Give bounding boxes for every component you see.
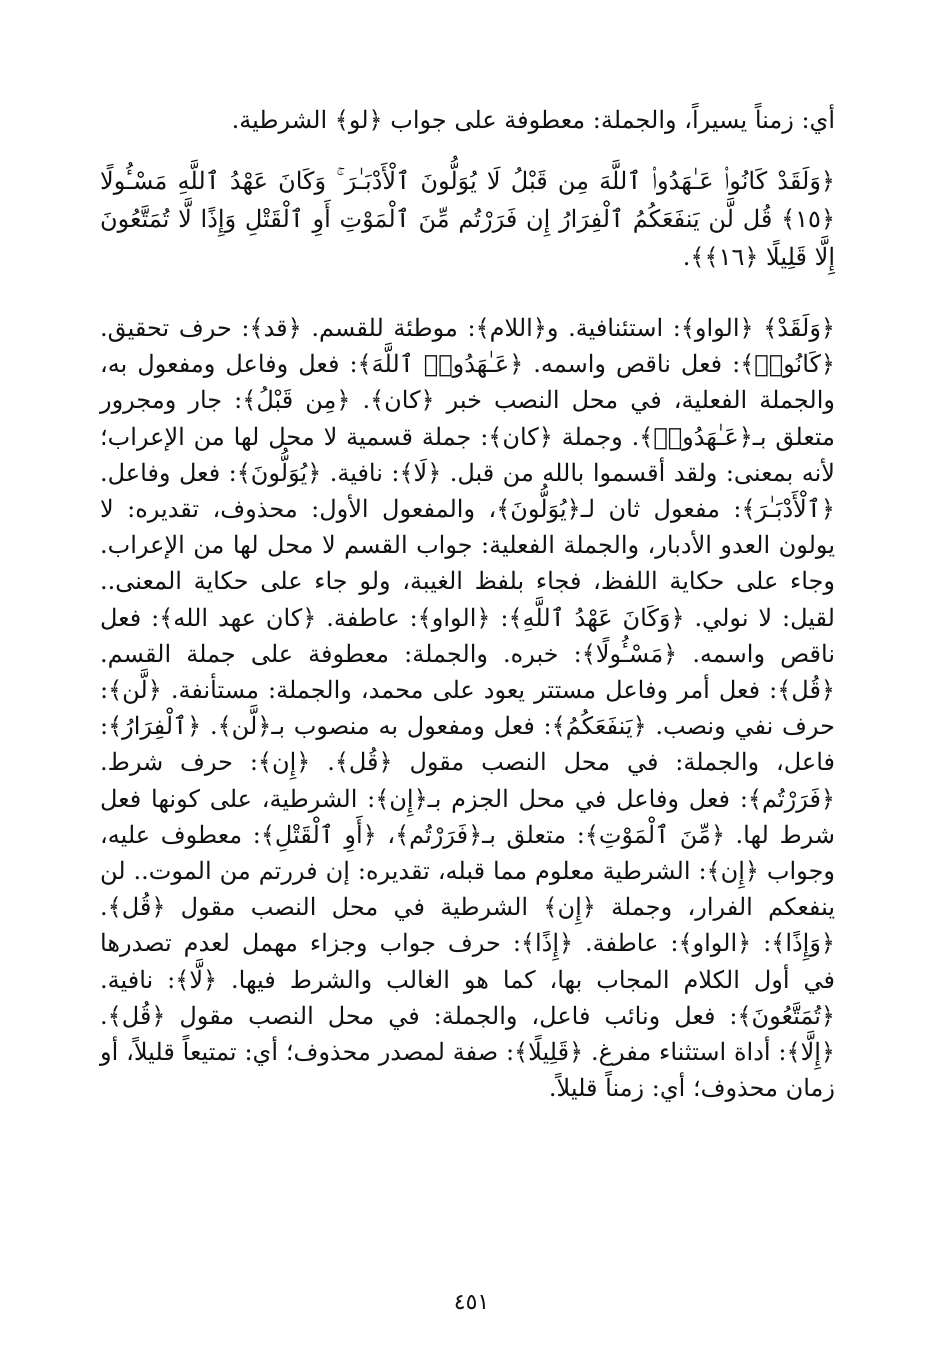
page-content <box>100 100 835 1106</box>
page-number: ٤٥١ <box>453 1290 490 1315</box>
grammatical-analysis: ﴿وَلَقَدْ﴾ ﴿الواو﴾: استئنافية. و﴿اللام﴾: موطئة للقسم. ﴿قد﴾: حرف تحقيق. ﴿كَانُوا۟﴾: فعل ناقص واسمه. ﴿عَـٰهَدُوا۟ ٱللَّهَ﴾: فعل وفاعل ومفعول به، والجملة الفعلية، في محل النصب خبر ﴿كان﴾. ﴿مِن قَبْلُ﴾: جار ومجرور متعلق بـ﴿عَـٰهَدُوا۟﴾. وجملة ﴿كان﴾: جملة قسمية لا محل لها من الإعراب؛ لأنه بمعنى: ولقد أقسموا بالله من قبل. ﴿لَا﴾: نافية. ﴿يُوَلُّونَ﴾: فعل وفاعل. ﴿ٱلْأَدْبَـٰرَ﴾: مفعول ثان لـ﴿يُوَلُّونَ﴾، والمفعول الأول: محذوف، تقديره: لا يولون العدو الأدبار، والجملة الفعلية: جواب القسم لا محل لها من الإعراب. وجاء على حكاية اللفظ، فجاء بلفظ الغيبة، ولو جاء على حكاية المعنى.. لقيل: لا نولي. ﴿وَكَانَ عَهْدُ ٱللَّهِ﴾: ﴿الواو﴾: عاطفة. ﴿كان عهد الله﴾: فعل ناقص واسمه. ﴿مَسْـُٔولًا﴾: خبره. والجملة: معطوفة على جملة القسم. ﴿قُل﴾: فعل أمر وفاعل مستتر يعود على محمد، والجملة: مستأنفة. ﴿لَّن﴾: حرف نفي ونصب. ﴿يَنفَعَكُمُ﴾: فعل ومفعول به منصوب بـ﴿لَّن﴾. ﴿ٱلْفِرَارُ﴾: فاعل، والجملة: في محل النصب مقول ﴿قُل﴾. ﴿إِن﴾: حرف شرط. ﴿فَرَرْتُم﴾: فعل وفاعل في محل الجزم بـ﴿إِن﴾: الشرطية، على كونها فعل شرط لها. ﴿مِّنَ ٱلْمَوْتِ﴾: متعلق بـ﴿فَرَرْتُم﴾، ﴿أَوِ ٱلْقَتْلِ﴾: معطوف عليه، وجواب ﴿إِن﴾: الشرطية معلوم مما قبله، تقديره: إن فررتم من الموت.. لن ينفعكم الفرار، وجملة ﴿إِن﴾ الشرطية في محل النصب مقول ﴿قُل﴾. ﴿وَإِذًا﴾: ﴿الواو﴾: عاطفة. ﴿إِذًا﴾: حرف جواب وجزاء مهمل لعدم تصدرها في أول الكلام المجاب بها، كما هو الغالب والشرط فيها. ﴿لَّا﴾: نافية. ﴿تُمَتَّعُونَ﴾: فعل ونائب فاعل، والجملة: في محل النصب مقول ﴿قُل﴾. ﴿إِلَّا﴾: أداة استثناء مفرغ. ﴿قَلِيلًا﴾: صفة لمصدر محذوف؛ أي: تمتيعاً قليلاً، أو زمان محذوف؛ أي: زمناً قليلاً. <box>100 314 835 1103</box>
quran-verse: ﴿وَلَقَدْ كَانُوا۟ عَـٰهَدُوا۟ ٱللَّهَ مِن قَبْلُ لَا يُوَلُّونَ ٱلْأَدْبَـٰرَ ۚ وَكَانَ عَهْدُ ٱللَّهِ مَسْـُٔولًا ﴿١٥﴾ قُل لَّن يَنفَعَكُمُ ٱلْفِرَارُ إِن فَرَرْتُم مِّنَ ٱلْمَوْتِ أَوِ ٱلْقَتْلِ وَإِذًا لَّا تُمَتَّعُونَ إِلَّا قَلِيلًا ﴿١٦﴾﴾. <box>100 167 835 271</box>
intro-line: أي: زمناً يسيراً، والجملة: معطوفة على جواب ﴿لو﴾ الشرطية. <box>231 106 835 134</box>
